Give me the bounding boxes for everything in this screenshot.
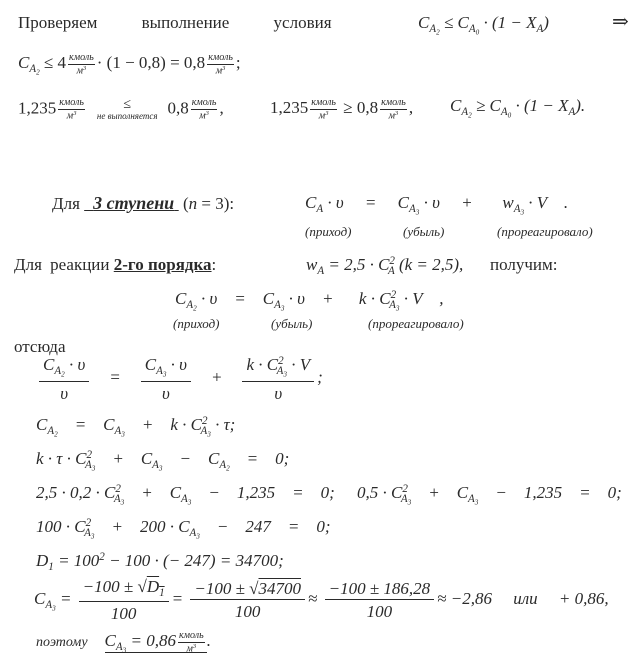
check-line-2: $C_{A_2} \le 4$ $\frac{\text{кмоль}}{м^3}$ · (1 − 0,8) = 0,8 $\frac{\text{кмоль}}{м^3}$ ; xyxy=(18,52,241,77)
stage-header: Для 3 ступени (n = 3): xyxy=(52,193,235,213)
eq-quadratic-simplified: $0,5 \cdot C^2_{A_3}$ + $C_{A_3}$ − 1,235 = 0; xyxy=(357,483,622,507)
label-loss: (убыль) xyxy=(403,224,445,239)
eq-discriminant: $D_1 = 100^2 - 100$ · (− 247) = 34700; xyxy=(36,551,284,573)
eq-quadratic-numeric: $2,5 \cdot 0,2 \cdot C^2_{A_3}$ + $C_{A_3}$ − 1,235 = 0; xyxy=(36,483,335,507)
eq-quadratic-general: $k \cdot \tau \cdot C^2_{A_3}$ + $C_{A_3}$ − $C_{A_2}$ = 0; xyxy=(36,449,290,473)
condition-formula: $C_{A_2} \le C_{A_0} \cdot (1 - X_A)$ xyxy=(418,13,549,37)
label-income-2: (приход) xyxy=(173,316,220,331)
check-line-3: 1,235 $\frac{\text{кмоль}}{м^3}$ ≤ не выполняется 0,8 $\frac{\text{кмоль}}{м^3}$ , xyxy=(18,97,224,122)
final-result: поэтому $C_{A_3} = 0,86$ $\frac{\text{кмоль}}{м^3}$ . xyxy=(36,630,211,655)
otsyuda: отсюда xyxy=(14,337,66,356)
label-reacted-2: (прореагировало) xyxy=(368,316,464,331)
not-satisfied-note: не выполняется xyxy=(96,111,158,122)
stage-label: 3 ступени xyxy=(93,193,175,213)
reaction-order: 2-го порядка xyxy=(113,255,212,274)
check-line-3c: $C_{A_2} \ge C_{A_0} \cdot (1 - X_A)$. xyxy=(450,96,586,120)
balance-equation: $C_{A_2} \cdot \upsilon$ = $C_{A_3} \cdot \upsilon$ + $k \cdot C^2_{A_3} \cdot V$ , xyxy=(175,289,444,313)
rate-law: $w_A = 2,5 \cdot C^2_A$ (k = 2,5), xyxy=(306,255,464,277)
eq-tau: $C_{A_2}$ = $C_{A_3}$ + $k \cdot C^2_{A_3} \cdot \tau$; xyxy=(36,415,236,439)
eq-quadratic-integer: $100 \cdot C^2_{A_3}$ + $200 \cdot C_{A_3}$ − 247 = 0; xyxy=(36,517,331,541)
check-line-3b: 1,235 $\frac{\text{кмоль}}{м^3}$ ≥ 0,8 $\frac{\text{кмоль}}{м^3}$ , xyxy=(270,97,414,122)
condition-line xyxy=(18,14,332,31)
label-reacted: (прореагировало) xyxy=(497,224,593,239)
label-income: (приход) xyxy=(305,224,352,239)
eq-roots: $C_{A_3}$ = $\frac{-100 \pm √D_1}{100}$ = $\frac{-100 \pm √34700}{100}$ ≈ $\frac{-100 \pm 186,28}{100}$ ≈ −2,86 или + 0,86, xyxy=(34,577,609,623)
get-text: получим: xyxy=(490,255,558,274)
stage-equation: $C_A \cdot \upsilon$ = $C_{A_3} \cdot \upsilon$ + $w_{A_3} \cdot V$ . xyxy=(305,193,569,217)
condition-intro: Проверяем выполнение условия xyxy=(18,13,332,32)
implies-arrow: ⇒ xyxy=(612,11,629,33)
label-loss-2: (убыль) xyxy=(271,316,313,331)
reaction-order-line: Для реакции 2-го порядка: xyxy=(14,255,217,274)
fraction-equation: $\frac{C_{A_2} \cdot \upsilon}{\upsilon}$ = $\frac{C_{A_3} \cdot \upsilon}{\upsilon}$ + $\frac{k \cdot C^2_{A_3} \cdot V}{\upsilon}$ ; xyxy=(36,356,323,402)
